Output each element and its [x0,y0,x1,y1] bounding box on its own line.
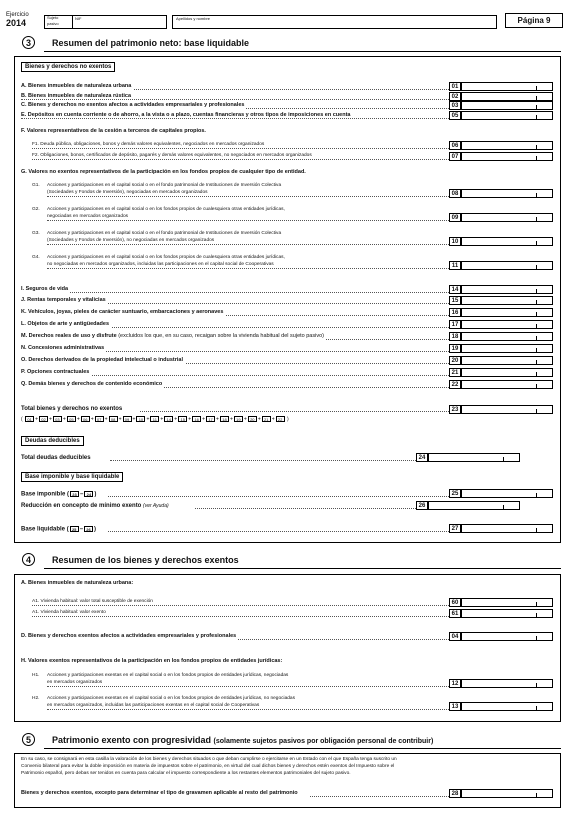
total-deudas-label: Total deudas deducibles [21,455,91,461]
section-3-number: 3 [22,36,35,49]
amount-field[interactable] [461,332,553,341]
amount-field[interactable] [461,237,553,246]
leader-dots [47,268,449,269]
box-number: 02 [449,92,461,101]
formula-box: 01 [25,416,34,422]
h-line-1: Acciones y participaciones exentas en el capital social o en los fondos propios de entidades jurídicas, negociadas [47,673,289,678]
line-label: B. Bienes inmuebles de naturaleza rústica [21,92,132,99]
deudas-title: Deudas deducibles [21,436,84,446]
amount-field[interactable] [461,320,553,329]
box-number: 15 [449,296,461,305]
base-imponible-num: 25 [449,489,461,498]
sec5-line-num: 28 [449,789,461,798]
sec5-line-dots [310,796,449,797]
formula-box: 19 [234,416,243,422]
formula-box: 15 [178,416,187,422]
total-deudas-dots [110,460,416,461]
formula-box: 09 [123,416,132,422]
box-number: 22 [449,380,461,389]
section-4-title: Resumen de los bienes y derechos exentos [52,555,239,565]
base-imponible-field[interactable] [461,489,553,498]
leader-dots [32,616,449,617]
amount-field[interactable] [461,261,553,270]
reduccion-num: 26 [416,501,428,510]
base-imponible-label: Base imponible ( 23 – 24 ) [21,491,97,498]
section-4-number: 4 [22,553,35,566]
sec5-line-field[interactable] [461,789,553,798]
leader-dots [47,220,449,221]
g-title: G. Valores no exentos representativos de la participación en los fondos propios de cualquier tipo de entidad. [21,169,306,175]
g-line-1: Acciones y participaciones en el capital social o en los fondos propios de cualesquiera otras entidades jurídicas, [47,207,285,212]
box-number: 20 [449,356,461,365]
section-5-title-text: Patrimonio exento con progresividad [52,735,212,745]
total-bienes-label: Total bienes y derechos no exentos [21,406,123,412]
amount-field[interactable] [461,702,553,711]
g-line-1: Acciones y participaciones en el capital social o en los fondos propios de cualesquiera otras entidades jurídicas, [47,255,285,260]
box-number: 06 [449,141,461,150]
section-5-rule [44,748,561,749]
leader-dots [32,159,449,160]
total-deudas-field[interactable] [428,453,520,462]
box-number: 61 [449,609,461,618]
line-label: M. Derechos reales de uso y disfrute (excluidos los que, en su caso, recaigan sobre la vivienda habitual del sujeto pasivo) [21,333,324,339]
reduccion-note: (ver Ayuda) [143,503,169,509]
amount-field[interactable] [461,356,553,365]
line-label: I. Seguros de vida [21,286,69,292]
h-code: H1. [32,673,40,678]
box-number: 16 [449,308,461,317]
section-5-number: 5 [22,733,35,746]
sujeto-label-2: pasivo [47,21,59,26]
formula-box: 24 [84,491,93,497]
line-label: A1. Vivienda habitual: valor exento [32,610,106,615]
line-label: C. Bienes y derechos no exentos afectos a actividades empresariales y profesionales [21,102,245,108]
leader-dots [32,605,449,606]
formula-box: 25 [70,526,79,532]
base-imponible-text: Base imponible [21,491,66,498]
total-bienes-formula: ( 01 + 02 + 03 + 05 + 06 + 07 + 08 + 09 + 10 + 11 + 14 + 15 + 16 + 17 + 18 + 19 + 20 + 21 + 22 ) [21,416,289,423]
box-number: 08 [449,189,461,198]
formula-box: 26 [84,526,93,532]
line-label: F2. Obligaciones, bonos, certificados de depósito, pagarés y demás valores equivalentes, no negociados en mercados organizados [32,153,312,158]
line-label: no negociadas en mercados organizados, incluidas las participaciones en el capital social de Cooperativas [47,262,274,267]
base-title: Base imponible y base liquidable [21,472,123,482]
leader-dots [47,686,449,687]
formula-box: 07 [95,416,104,422]
line-label: N. Concesiones administrativas [21,345,105,351]
g-code: G3. [32,231,40,236]
section-4-rule [44,568,561,569]
amount-field[interactable] [461,141,553,150]
box-number: 04 [449,632,461,641]
line-label: (Sociedades y Fondos de Inversión), negociadas en mercados organizados [47,190,208,195]
sujeto-label-1: Sujeto [47,15,59,20]
formula-box: 03 [53,416,62,422]
box-number: 01 [449,82,461,91]
amount-field[interactable] [461,189,553,198]
base-liquidable-dots [108,531,449,532]
nif-field[interactable] [72,15,167,29]
line-label: A. Bienes inmuebles de naturaleza urbana [21,83,132,89]
line-label: en mercados organizados, incluidas las participaciones exentas en el capital social de Cooperativas [47,703,260,708]
reduccion-text: Reducción en concepto de mínimo exento [21,503,142,509]
ejercicio-label: Ejercicio [6,12,29,18]
amount-field[interactable] [461,598,553,607]
line-label: en mercados organizados [47,680,103,685]
box-number: 19 [449,344,461,353]
amount-field[interactable] [461,296,553,305]
apellidos-field[interactable] [172,15,497,29]
amount-field[interactable] [461,92,553,101]
header [0,0,571,34]
sec5-line-label: Bienes y derechos exentos, excepto para determinar el tipo de gravamen aplicable al resto del patrimonio [21,790,298,796]
section-5-title [52,735,433,745]
line-label: O. Derechos derivados de la propiedad intelectual o industrial [21,357,183,363]
base-imponible-dots [108,496,449,497]
g-code: G2. [32,207,40,212]
box-number: 21 [449,368,461,377]
sec5-para-1: En su caso, se consignará en esta casilla la valoración de los bienes y derechos situados o que deban cumplirse o ejercitarse en un Estado con el que España tenga suscrito un [21,757,397,762]
page-label: Página 9 [505,13,563,28]
base-liquidable-field[interactable] [461,524,553,533]
section-3-title: Resumen del patrimonio neto: base liquidable [52,38,250,48]
sec5-para-3: Patrimonio español, pero debas ser tenidos en cuenta para calcular el impuesto correspondiente a los restantes elementos patrimoniales del sujeto pasivo. [21,771,351,776]
line-label: L. Objetos de arte y antigüedades [21,321,110,327]
amount-field[interactable] [461,380,553,389]
amount-field[interactable] [461,82,553,91]
box-number: 05 [449,111,461,120]
line-label-note: (excluidos los que, en su caso, recaigan sobre la vivienda habitual del sujeto pasivo) [116,333,324,339]
formula-box: 10 [136,416,145,422]
line-label: Q. Demás bienes y derechos de contenido económico [21,381,163,387]
line-label: E. Depósitos en cuenta corriente o de ahorro, a la vista o a plazo, cuentas financieras y otros tipos de imposiciones en cuenta [21,111,351,118]
line-label: A1. Vivienda habitual: valor total susceptible de exención [32,599,153,604]
box-number: 11 [449,261,461,270]
f-title: F. Valores representativos de la cesión a terceros de capitales propios. [21,128,206,134]
total-bienes-num: 23 [449,405,461,414]
h-title: H. Valores exentos representativos de la participación en los fondos propios de entidades jurídicas: [21,658,283,664]
formula-box: 23 [70,491,79,497]
g-code: G1. [32,183,40,188]
formula-box: 08 [109,416,118,422]
formula-box: 17 [206,416,215,422]
box-number: 60 [449,598,461,607]
line-label: D. Bienes y derechos exentos afectos a actividades empresariales y profesionales [21,633,237,639]
formula-box: 16 [192,416,201,422]
amount-field[interactable] [461,368,553,377]
reduccion-label [21,503,169,509]
leader-dots [47,709,449,710]
amount-field[interactable] [461,308,553,317]
section-3-rule [44,51,561,52]
amount-field[interactable] [461,344,553,353]
amount-field[interactable] [461,152,553,161]
leader-dots [47,196,449,197]
formula-box: 06 [81,416,90,422]
box-number: 07 [449,152,461,161]
formula-box: 11 [150,416,159,422]
amount-field[interactable] [461,609,553,618]
box-number: 13 [449,702,461,711]
amount-field[interactable] [461,111,553,120]
box-number: 12 [449,679,461,688]
box-number: 10 [449,237,461,246]
ejercicio-year: 2014 [6,18,27,28]
leader-dots [21,292,449,293]
line-label: P. Opciones contractuales [21,369,90,375]
formula-box: 02 [39,416,48,422]
sec5-para-2: Convenio bilateral para evitar la doble imposición en materia de impuestos sobre el patrimonio, en virtud del cual dichos bienes y derechos estén exentos del Impuesto sobre el [21,764,395,769]
reduccion-field[interactable] [428,501,520,510]
g-line-1: Acciones y participaciones en el capital social o en el fondo patrimonial de Instituciones de Inversión Colectiva [47,183,282,188]
box-number: 18 [449,332,461,341]
amount-field[interactable] [461,679,553,688]
sec4-a-title: A. Bienes inmuebles de naturaleza urbana: [21,580,134,586]
total-bienes-field[interactable] [461,405,553,414]
formula-box: 14 [164,416,173,422]
leader-dots [47,244,449,245]
amount-field[interactable] [461,632,553,641]
leader-dots [32,148,449,149]
h-code: H2. [32,696,40,701]
box-number: 03 [449,101,461,110]
line-label: F1. Deuda pública, obligaciones, bonos y demás valores equivalentes, negociados en mercados organizados [32,142,265,147]
section-5-title-note: (solamente sujetos pasivos por obligación personal de contribuir) [213,738,434,745]
base-liquidable-num: 27 [449,524,461,533]
h-line-1: Acciones y participaciones exentas en el capital social o en los fondos propios de entidades jurídicas, no negociadas [47,696,295,701]
formula-box: 20 [248,416,257,422]
total-bienes-dots [140,411,449,412]
base-liquidable-text: Base liquidable [21,526,66,533]
line-label: J. Rentas temporales y vitalicias [21,297,106,303]
line-label: negociadas en mercados organizados [47,214,129,219]
reduccion-dots [195,508,416,509]
g-code: G4. [32,255,40,260]
apellidos-label: Apellidos y nombre [176,16,211,21]
line-label: (Sociedades y Fondos de Inversión), no negociadas en mercados organizados [47,238,215,243]
amount-field[interactable] [461,285,553,294]
nif-label: NIF [75,16,82,21]
formula-box: 18 [220,416,229,422]
formula-box: 21 [262,416,271,422]
bienes-no-exentos-title: Bienes y derechos no exentos [21,62,115,72]
box-number: 14 [449,285,461,294]
amount-field[interactable] [461,213,553,222]
box-number: 09 [449,213,461,222]
g-line-1: Acciones y participaciones en el capital social o en el fondo patrimonial de Instituciones de Inversión Colectiva [47,231,282,236]
amount-field[interactable] [461,101,553,110]
formula-box: 22 [276,416,285,422]
line-label: K. Vehículos, joyas, pieles de carácter suntuario, embarcaciones y aeronaves [21,309,224,315]
base-liquidable-label: Base liquidable ( 25 – 26 ) [21,526,97,533]
total-deudas-num: 24 [416,453,428,462]
box-number: 17 [449,320,461,329]
formula-box: 05 [67,416,76,422]
